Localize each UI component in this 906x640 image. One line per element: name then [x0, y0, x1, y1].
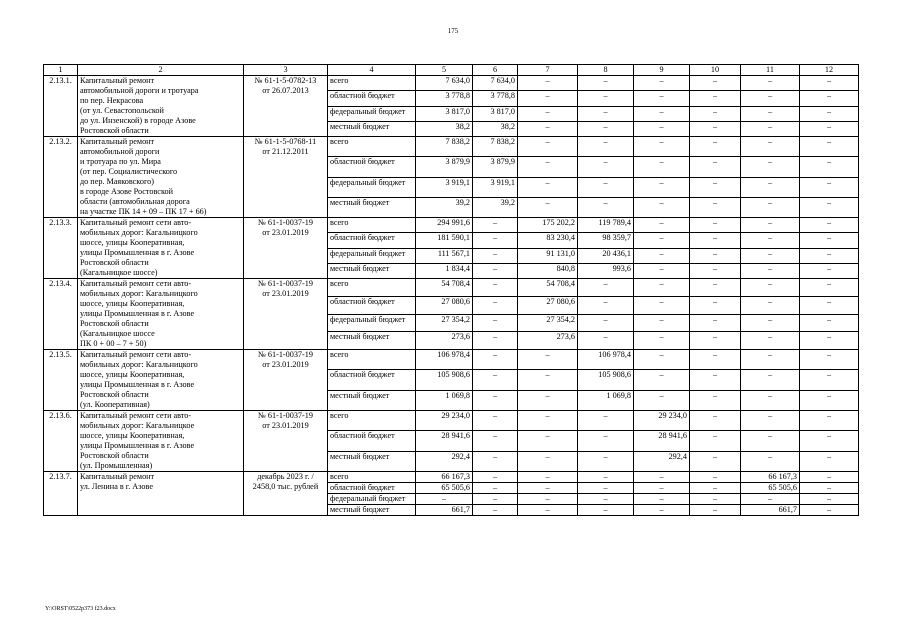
amount-cell: –: [800, 411, 859, 431]
amount-cell: –: [741, 177, 800, 197]
column-header-5: 5: [416, 65, 473, 76]
object-name: Капитальный ремонт автомобильной дороги и тротуара по ул. Мира (от пер. Социалистического до пер. Маяковского) в городе Азове Ростовской области (автомобильная дорога на участке ПК 14 + 09 – ПК 17 + 66): [78, 137, 244, 218]
amount-cell: –: [741, 431, 800, 451]
amount-cell: –: [634, 332, 690, 350]
amount-cell: –: [800, 314, 859, 332]
amount-cell: –: [634, 91, 690, 106]
amount-cell: –: [741, 370, 800, 390]
amount-cell: –: [800, 494, 859, 505]
amount-cell: 7 838,2: [473, 137, 518, 157]
amount-cell: –: [690, 279, 741, 297]
amount-cell: –: [741, 279, 800, 297]
amount-cell: –: [634, 390, 690, 410]
item-number: 2.13.4.: [44, 279, 78, 350]
column-header-2: 2: [78, 65, 244, 76]
amount-cell: –: [518, 157, 578, 177]
funding-source: федеральный бюджет: [328, 494, 416, 505]
amount-cell: 27 354,2: [416, 314, 473, 332]
amount-cell: –: [800, 472, 859, 483]
amount-cell: –: [690, 121, 741, 136]
amount-cell: –: [578, 505, 634, 516]
amount-cell: –: [800, 483, 859, 494]
amount-cell: –: [690, 177, 741, 197]
funding-source: всего: [328, 218, 416, 233]
funding-source: всего: [328, 76, 416, 91]
amount-cell: 661,7: [741, 505, 800, 516]
amount-cell: –: [473, 494, 518, 505]
amount-cell: –: [690, 137, 741, 157]
amount-cell: –: [690, 314, 741, 332]
funding-source: областной бюджет: [328, 370, 416, 390]
amount-cell: –: [634, 157, 690, 177]
amount-cell: –: [473, 263, 518, 278]
amount-cell: 7 838,2: [416, 137, 473, 157]
amount-cell: 993,6: [578, 263, 634, 278]
amount-cell: –: [634, 121, 690, 136]
amount-cell: –: [473, 390, 518, 410]
amount-cell: 27 354,2: [518, 314, 578, 332]
amount-cell: 106 978,4: [578, 350, 634, 370]
page-number: 175: [447, 27, 459, 35]
amount-cell: –: [741, 137, 800, 157]
table-row: [44, 137, 859, 157]
amount-cell: 27 080,6: [416, 296, 473, 314]
table-row: [44, 279, 859, 297]
amount-cell: –: [473, 233, 518, 248]
column-header-3: 3: [244, 65, 328, 76]
amount-cell: 66 167,3: [741, 472, 800, 483]
column-header-6: 6: [473, 65, 518, 76]
amount-cell: 3 778,8: [416, 91, 473, 106]
amount-cell: –: [741, 390, 800, 410]
funding-source: местный бюджет: [328, 505, 416, 516]
amount-cell: –: [634, 233, 690, 248]
funding-source: федеральный бюджет: [328, 314, 416, 332]
table-row: [44, 350, 859, 370]
amount-cell: –: [578, 106, 634, 121]
table-row: [44, 472, 859, 483]
amount-cell: 3 879,9: [416, 157, 473, 177]
amount-cell: –: [518, 451, 578, 471]
amount-cell: –: [741, 248, 800, 263]
amount-cell: –: [518, 431, 578, 451]
amount-cell: 28 941,6: [634, 431, 690, 451]
item-number: 2.13.6.: [44, 411, 78, 472]
amount-cell: 1 069,8: [578, 390, 634, 410]
amount-cell: –: [634, 279, 690, 297]
amount-cell: –: [578, 494, 634, 505]
amount-cell: –: [634, 494, 690, 505]
amount-cell: –: [518, 106, 578, 121]
column-header-12: 12: [800, 65, 859, 76]
amount-cell: –: [634, 248, 690, 263]
amount-cell: 29 234,0: [416, 411, 473, 431]
amount-cell: –: [690, 106, 741, 121]
amount-cell: 840,8: [518, 263, 578, 278]
amount-cell: 7 634,0: [473, 76, 518, 91]
object-name: Капитальный ремонт сети авто- мобильных дорог: Кагальницкое шоссе, улицы Кооперативная, улицы Промышленная в г. Азове Ростовской области (ул. Промышленная): [78, 411, 244, 472]
item-number: 2.13.1.: [44, 76, 78, 137]
amount-cell: –: [741, 121, 800, 136]
amount-cell: 3 817,0: [473, 106, 518, 121]
amount-cell: –: [690, 157, 741, 177]
amount-cell: –: [634, 370, 690, 390]
amount-cell: –: [741, 332, 800, 350]
amount-cell: –: [800, 451, 859, 471]
amount-cell: –: [473, 279, 518, 297]
amount-cell: –: [578, 451, 634, 471]
amount-cell: –: [578, 197, 634, 217]
item-number: 2.13.5.: [44, 350, 78, 411]
amount-cell: –: [690, 76, 741, 91]
amount-cell: –: [690, 197, 741, 217]
amount-cell: –: [634, 483, 690, 494]
amount-cell: –: [578, 279, 634, 297]
amount-cell: –: [690, 472, 741, 483]
amount-cell: –: [518, 350, 578, 370]
amount-cell: 294 991,6: [416, 218, 473, 233]
amount-cell: 27 080,6: [518, 296, 578, 314]
object-name: Капитальный ремонт сети авто- мобильных дорог: Кагальницкого шоссе, улицы Кооперативная, улицы Промышленная в г. Азове Ростовской области (ул. Кооперативная): [78, 350, 244, 411]
funding-source: местный бюджет: [328, 451, 416, 471]
amount-cell: –: [800, 350, 859, 370]
amount-cell: –: [578, 137, 634, 157]
amount-cell: –: [473, 314, 518, 332]
amount-cell: –: [518, 370, 578, 390]
amount-cell: 181 590,1: [416, 233, 473, 248]
object-name: Капитальный ремонт ул. Ленина в г. Азове: [78, 472, 244, 516]
amount-cell: –: [578, 411, 634, 431]
amount-cell: –: [800, 106, 859, 121]
funding-source: местный бюджет: [328, 197, 416, 217]
funding-source: всего: [328, 472, 416, 483]
amount-cell: –: [741, 451, 800, 471]
funding-source: областной бюджет: [328, 233, 416, 248]
document-reference: № 61-1-5-0768-11 от 21.12.2011: [244, 137, 328, 218]
amount-cell: –: [690, 263, 741, 278]
amount-cell: –: [416, 494, 473, 505]
amount-cell: –: [800, 390, 859, 410]
amount-cell: –: [800, 296, 859, 314]
amount-cell: 105 908,6: [416, 370, 473, 390]
amount-cell: 28 941,6: [416, 431, 473, 451]
amount-cell: –: [800, 233, 859, 248]
document-reference: № 61-1-0037-19 от 23.01.2019: [244, 411, 328, 472]
amount-cell: –: [518, 505, 578, 516]
amount-cell: 106 978,4: [416, 350, 473, 370]
amount-cell: –: [473, 370, 518, 390]
table-row: [44, 411, 859, 431]
column-header-1: 1: [44, 65, 78, 76]
amount-cell: 29 234,0: [634, 411, 690, 431]
amount-cell: 98 359,7: [578, 233, 634, 248]
amount-cell: 91 131,0: [518, 248, 578, 263]
amount-cell: –: [741, 411, 800, 431]
amount-cell: 3 817,0: [416, 106, 473, 121]
object-name: Капитальный ремонт сети авто- мобильных дорог: Кагальницкого шоссе, улицы Кооперативная, улицы Промышленная в г. Азове Ростовской области (Кагальницкое шоссе ПК 0 + 00 – 7 + 50): [78, 279, 244, 350]
amount-cell: –: [578, 76, 634, 91]
funding-source: федеральный бюджет: [328, 248, 416, 263]
amount-cell: 105 908,6: [578, 370, 634, 390]
amount-cell: –: [473, 483, 518, 494]
document-reference: № 61-1-5-0782-13 от 26.07.2013: [244, 76, 328, 137]
amount-cell: 3 879,9: [473, 157, 518, 177]
amount-cell: –: [800, 91, 859, 106]
amount-cell: –: [690, 370, 741, 390]
amount-cell: –: [473, 431, 518, 451]
amount-cell: –: [634, 296, 690, 314]
amount-cell: –: [800, 121, 859, 136]
amount-cell: 66 167,3: [416, 472, 473, 483]
column-header-7: 7: [518, 65, 578, 76]
amount-cell: –: [690, 296, 741, 314]
amount-cell: –: [741, 91, 800, 106]
funding-source: областной бюджет: [328, 91, 416, 106]
amount-cell: 273,6: [416, 332, 473, 350]
funding-source: местный бюджет: [328, 390, 416, 410]
amount-cell: –: [634, 505, 690, 516]
amount-cell: 83 230,4: [518, 233, 578, 248]
funding-source: всего: [328, 350, 416, 370]
amount-cell: –: [518, 411, 578, 431]
funding-source: всего: [328, 137, 416, 157]
amount-cell: –: [634, 76, 690, 91]
amount-cell: –: [578, 431, 634, 451]
amount-cell: –: [634, 106, 690, 121]
column-header-10: 10: [690, 65, 741, 76]
amount-cell: 3 919,1: [473, 177, 518, 197]
amount-cell: 3 919,1: [416, 177, 473, 197]
amount-cell: –: [634, 263, 690, 278]
item-number: 2.13.3.: [44, 218, 78, 279]
amount-cell: –: [800, 157, 859, 177]
funding-source: всего: [328, 411, 416, 431]
amount-cell: –: [518, 494, 578, 505]
amount-cell: –: [690, 494, 741, 505]
amount-cell: –: [741, 263, 800, 278]
amount-cell: –: [741, 350, 800, 370]
document-reference: № 61-1-0037-19 от 23.01.2019: [244, 279, 328, 350]
amount-cell: –: [473, 248, 518, 263]
amount-cell: –: [518, 76, 578, 91]
amount-cell: –: [741, 296, 800, 314]
amount-cell: –: [800, 76, 859, 91]
amount-cell: –: [473, 472, 518, 483]
amount-cell: 39,2: [473, 197, 518, 217]
funding-source: областной бюджет: [328, 157, 416, 177]
amount-cell: –: [690, 248, 741, 263]
amount-cell: 54 708,4: [518, 279, 578, 297]
amount-cell: –: [473, 350, 518, 370]
amount-cell: –: [634, 314, 690, 332]
column-header-8: 8: [578, 65, 634, 76]
amount-cell: –: [578, 177, 634, 197]
amount-cell: 20 436,1: [578, 248, 634, 263]
item-number: 2.13.2.: [44, 137, 78, 218]
amount-cell: 38,2: [473, 121, 518, 136]
amount-cell: –: [518, 483, 578, 494]
amount-cell: –: [473, 505, 518, 516]
amount-cell: –: [800, 505, 859, 516]
amount-cell: –: [741, 314, 800, 332]
document-reference: декабрь 2023 г. / 2458,0 тыс. рублей: [244, 472, 328, 516]
amount-cell: –: [518, 177, 578, 197]
amount-cell: 38,2: [416, 121, 473, 136]
amount-cell: –: [473, 332, 518, 350]
amount-cell: –: [741, 157, 800, 177]
amount-cell: –: [690, 483, 741, 494]
amount-cell: –: [690, 350, 741, 370]
amount-cell: 7 634,0: [416, 76, 473, 91]
amount-cell: 111 567,1: [416, 248, 473, 263]
amount-cell: –: [518, 137, 578, 157]
amount-cell: 39,2: [416, 197, 473, 217]
amount-cell: –: [690, 451, 741, 471]
amount-cell: –: [800, 218, 859, 233]
amount-cell: –: [741, 218, 800, 233]
funding-source: областной бюджет: [328, 431, 416, 451]
amount-cell: –: [690, 505, 741, 516]
amount-cell: 273,6: [518, 332, 578, 350]
amount-cell: –: [690, 332, 741, 350]
amount-cell: –: [800, 332, 859, 350]
amount-cell: –: [578, 483, 634, 494]
funding-source: местный бюджет: [328, 332, 416, 350]
amount-cell: –: [634, 472, 690, 483]
amount-cell: 119 789,4: [578, 218, 634, 233]
amount-cell: –: [634, 218, 690, 233]
amount-cell: –: [518, 390, 578, 410]
amount-cell: –: [800, 431, 859, 451]
amount-cell: –: [634, 177, 690, 197]
amount-cell: –: [800, 279, 859, 297]
object-name: Капитальный ремонт сети авто- мобильных дорог: Кагальницкого шоссе, улицы Кооперативная, улицы Промышленная в г. Азове Ростовской области (Кагальницкое шоссе): [78, 218, 244, 279]
document-reference: № 61-1-0037-19 от 23.01.2019: [244, 218, 328, 279]
amount-cell: –: [741, 494, 800, 505]
amount-cell: –: [741, 106, 800, 121]
amount-cell: –: [473, 451, 518, 471]
amount-cell: –: [800, 263, 859, 278]
funding-source: областной бюджет: [328, 483, 416, 494]
amount-cell: –: [800, 137, 859, 157]
amount-cell: –: [690, 390, 741, 410]
item-number: 2.13.7.: [44, 472, 78, 516]
funding-source: федеральный бюджет: [328, 106, 416, 121]
file-path-footer: Y:\ORST\0522p373 f23.docx: [45, 606, 116, 612]
amount-cell: 1 834,4: [416, 263, 473, 278]
document-reference: № 61-1-0037-19 от 23.01.2019: [244, 350, 328, 411]
amount-cell: –: [634, 197, 690, 217]
amount-cell: –: [690, 91, 741, 106]
amount-cell: –: [578, 296, 634, 314]
amount-cell: –: [741, 76, 800, 91]
amount-cell: –: [578, 332, 634, 350]
amount-cell: –: [741, 233, 800, 248]
amount-cell: –: [800, 248, 859, 263]
amount-cell: –: [578, 472, 634, 483]
amount-cell: 292,4: [416, 451, 473, 471]
amount-cell: –: [690, 233, 741, 248]
amount-cell: –: [578, 157, 634, 177]
amount-cell: –: [634, 350, 690, 370]
column-header-row: [44, 65, 859, 76]
amount-cell: –: [800, 197, 859, 217]
table-row: [44, 218, 859, 233]
amount-cell: –: [578, 314, 634, 332]
funding-source: федеральный бюджет: [328, 177, 416, 197]
funding-source: местный бюджет: [328, 263, 416, 278]
amount-cell: –: [473, 296, 518, 314]
amount-cell: 1 069,8: [416, 390, 473, 410]
column-header-9: 9: [634, 65, 690, 76]
amount-cell: –: [800, 177, 859, 197]
amount-cell: 661,7: [416, 505, 473, 516]
budget-table: [43, 64, 859, 516]
amount-cell: –: [741, 197, 800, 217]
amount-cell: –: [473, 218, 518, 233]
amount-cell: –: [690, 411, 741, 431]
amount-cell: –: [518, 91, 578, 106]
amount-cell: –: [518, 121, 578, 136]
amount-cell: 54 708,4: [416, 279, 473, 297]
amount-cell: –: [800, 370, 859, 390]
funding-source: местный бюджет: [328, 121, 416, 136]
amount-cell: –: [518, 197, 578, 217]
amount-cell: –: [518, 472, 578, 483]
column-header-11: 11: [741, 65, 800, 76]
column-header-4: 4: [328, 65, 416, 76]
amount-cell: –: [578, 121, 634, 136]
amount-cell: –: [634, 137, 690, 157]
amount-cell: 292,4: [634, 451, 690, 471]
amount-cell: 175 202,2: [518, 218, 578, 233]
amount-cell: 65 505,6: [416, 483, 473, 494]
table-row: [44, 76, 859, 91]
amount-cell: –: [690, 431, 741, 451]
funding-source: областной бюджет: [328, 296, 416, 314]
amount-cell: –: [690, 218, 741, 233]
amount-cell: –: [473, 411, 518, 431]
amount-cell: –: [578, 91, 634, 106]
funding-source: всего: [328, 279, 416, 297]
amount-cell: 65 505,6: [741, 483, 800, 494]
amount-cell: 3 778,8: [473, 91, 518, 106]
object-name: Капитальный ремонт автомобильной дороги и тротуара по пер. Некрасова (от ул. Севастопольской до ул. Инзенской) в городе Азове Ростовской области: [78, 76, 244, 137]
